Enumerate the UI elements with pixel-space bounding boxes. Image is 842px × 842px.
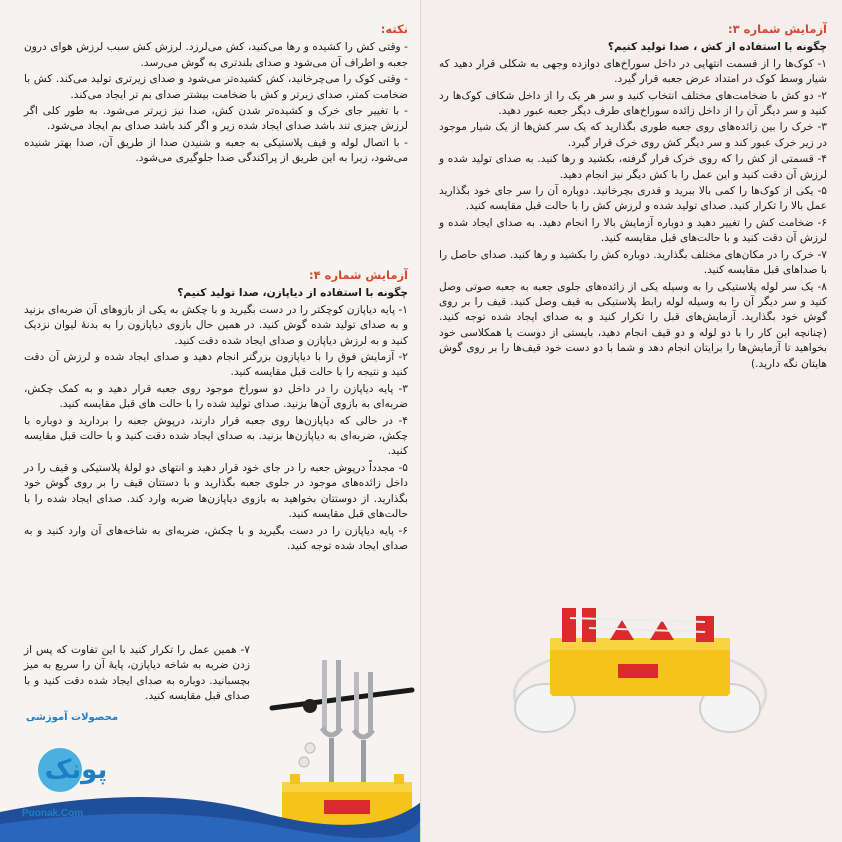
experiment-step: ۵- مجدداً درپوش جعبه را در جای خود قرار دهید و انتهای دو لولهٔ پلاستیکی و قیف را در داخل زائده‌های موجود در جلوی جعبه بگذارید و با دستتان قیف را بر روی گوش خود بگذارید. از دوستتان بخواهید به بازوی دیاپازن‌ها ضربه وارد کند. صدای ایجاد شده را با حالت‌های قبل مقایسه کنید. <box>24 461 408 521</box>
experiment-3-question: چگونه با استفاده از کش ، صدا تولید کنیم؟ <box>607 41 827 54</box>
experiment-step: ۵- یکی از کوک‌ها را کمی بالا ببرید و قدری بچرخانید. دوباره آن را سر جای خود بگذارید عمل بالا را تکرار کنید. صدای تولید شده و لرزش کش را با حالت قبل مقایسه کنید. <box>439 185 827 213</box>
experiment-step: ۴- قسمتی از کش را که روی خرک قرار گرفته، بکشید و رها کنید. به صدای تولید شده و لرزش آن دقت کنید و این عمل را با کش دیگر نیز انجام دهید. <box>439 153 827 181</box>
experiment-4-step-7 <box>24 643 250 706</box>
experiment-step: ۲- آزمایش فوق را با دیاپازون بزرگتر انجام دهید و صدای ایجاد شده و لرزش آن دقت کنید و نتیجه را با حالت قبل مقایسه کنید. <box>24 351 408 379</box>
experiment-3-title: آزمایش شماره ۳: <box>728 22 827 36</box>
note-item: - با اتصال لوله و قیف پلاستیکی به جعبه و شنیدن صدا از طریق آن، صدا بهتر شنیده می‌شود، زیرا به این طریق از پراکندگی صدا جلوگیری می‌شود. <box>24 136 408 165</box>
rubber-band-sound-box-illustration <box>490 590 785 740</box>
note-item: - وقتی کش را کشیده و رها می‌کنید، کش می‌لرزد. لرزش کش سبب لرزش هوای درون جعبه و اطراف آن می‌شود و صدای بلندتری به گوش می‌رسد. <box>24 41 408 69</box>
experiment-step: ۳- پایه دیاپازن را در داخل دو سوراخ موجود روی جعبه قرار دهید و به کمک چکش، ضربه‌ای به بازوی آن‌ها بزنید. صدای تولید شده را با حالت های قبل مقایسه کنید. <box>24 382 408 411</box>
experiment-step: ۶- پایه دیاپازن را در دست بگیرید و با چکش، ضربه‌ای به شاخه‌های آن وارد کنید و به صدای ایجاد شده توجه کنید. <box>24 524 408 552</box>
experiment-4-question: چگونه با استفاده از دیاپازن، صدا تولید کنیم؟ <box>177 287 408 300</box>
experiment-step: ۷- خرک را در مکان‌های مختلف بگذارید. دوباره کش را بکشید و رها کنید. صدای حاصل را با صداهای قبل مقایسه کنید. <box>439 248 827 277</box>
experiment-4-title: آزمایش شماره ۴: <box>309 268 408 282</box>
experiment-4-section <box>24 268 408 555</box>
experiment-step: ۱- پایه دیاپازن کوچکتر را در دست بگیرید و با چکش به یکی از بازوهای آن ضربه‌ای بزنید و به صدای تولید شده گوش کنید. در همین حال بازوی دیاپازون را به بدنهٔ لیوان نزدیک کنید و به لرزش دیاپازن و صدای ایجاد شده دقت کنید. <box>24 303 408 347</box>
experiment-step: ۲- دو کش با ضخامت‌های مختلف انتخاب کنید و سر هر یک را از داخل شکاف کوک‌ها رد کنید و سر دیگر آن را از داخل زائده سوراخ‌های طرف دیگر جعبه عبور دهید. <box>439 89 827 118</box>
note-item: - با تغییر جای خرک و کشیده‌تر شدن کش، صدا نیز زیرتر می‌شود. به طور کلی اگر لرزش چیزی تند باشد صدای ایجاد شده زیر و اگر کند باشد صدای بم ایجاد می‌شود. <box>24 105 408 133</box>
experiment-step: ۴- در حالی که دیاپازن‌ها روی جعبه قرار دارند، درپوش جعبه را بردارید و دوباره با چکش، ضربه‌ای به دیاپازن‌ها بزنید. به صدای ایجاد شده دقت کنید و با حالت قبل مقایسه کنید. <box>24 414 408 458</box>
experiment-step: ۱- کوک‌ها را از قسمت انتهایی در داخل سوراخ‌های دوازده وجهی به شکلی قرار دهید که شیار وسط کوک در امتداد عرض جعبه قرار گیرد. <box>439 57 827 86</box>
brand-block <box>22 712 132 840</box>
experiment-step: ۷- همین عمل را تکرار کنید با این تفاوت که پس از زدن ضربه به شاخه دیاپازن، پایهٔ آن را سریع به میز بچسبانید. دوباره به صدای ایجاد شده دقت کنید و با صدای قبل مقایسه کنید. <box>24 644 250 703</box>
brand-name: محصولات آموزشی <box>25 712 119 723</box>
experiment-step: ۳- خرک را بین زائده‌های روی جعبه طوری بگذارید که یک سر کش‌ها از یک شیار موجود در زیر خرک عبور کند و سر دیگر کش روی خرک قرار گیرد. <box>439 121 827 149</box>
brand-logo-text: پونک <box>44 755 108 785</box>
note-item: - وقتی کوک را می‌چرخانید، کش کشیده‌تر می‌شود و صدای زیرتری تولید می‌کند. کش با ضخامت کمتر، صدای زیرتر و کش با ضخامت بیشتر صدای بم تر ایجاد می‌کند. <box>24 73 408 101</box>
experiment-step: ۶- ضخامت کش را تغییر دهید و دوباره آزمایش بالا را انجام دهید. به صدای ایجاد شده و لرزش آن دقت کنید و با حالت‌های قبل مقایسه کنید. <box>439 216 827 245</box>
experiment-3-section <box>439 22 827 373</box>
notes-section <box>24 22 408 168</box>
experiment-step: ۸- یک سر لوله پلاستیکی را به وسیله یکی از زائده‌های جلوی جعبه به جعبه صوتی وصل کنید و سر دیگر آن را به وسیله لوله رابط پلاستیکی به قیف وصل کنید. قیف را بر روی گوش خود بگذارید. آزمایش‌های قبل را تکرار کنید و به صدای ایجاد شده توجه کنید. (چنانچه این کار را با دو لوله و دو قیف انجام دهید، بایستی از دوست یا همکلاسی خود بخواهید تا آزمایش‌ها را برایتان انجام دهد و شما با دو دست خود قیف‌ها را بر روی گوش هایتان نگه دارید.) <box>439 280 827 370</box>
brand-url: Puonak.Com <box>22 808 84 819</box>
note-title: نکته: <box>380 22 408 36</box>
brand-logo-icon <box>32 734 112 804</box>
